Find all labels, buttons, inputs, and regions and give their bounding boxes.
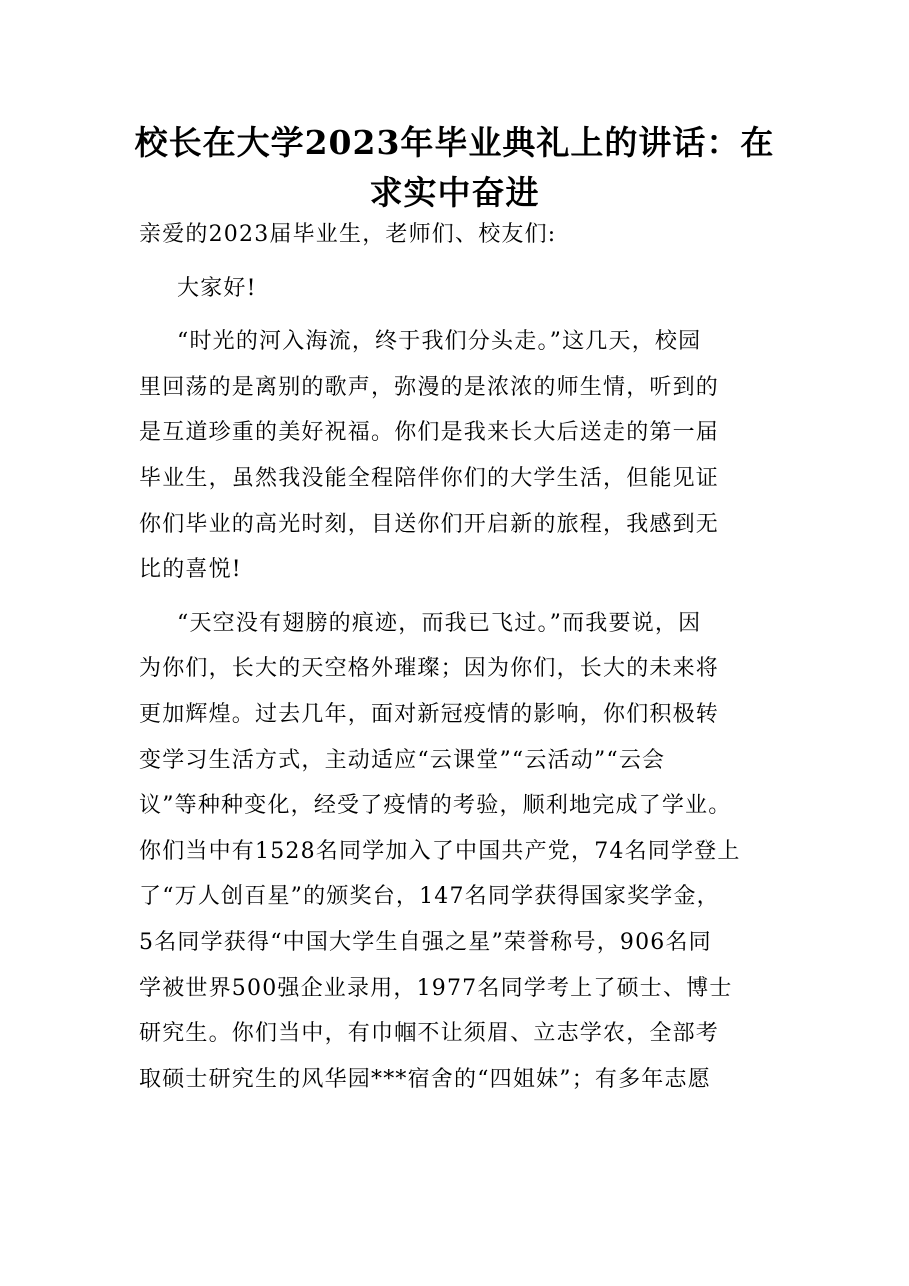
- paragraph-line: 议”等种种变化，经受了疫情的考验，顺利地完成了学业。: [139, 793, 732, 819]
- paragraph-line: 是互道珍重的美好祝福。你们是我来长大后送走的第一届: [139, 420, 720, 446]
- salutation: 亲爱的2023届毕业生，老师们、校友们:: [139, 222, 557, 247]
- title-line: 校长在大学2023年毕业典礼上的讲话：在: [134, 123, 775, 162]
- paragraph-line: 更加辉煌。过去几年，面对新冠疫情的影响，你们积极转: [139, 701, 720, 727]
- paragraph-line: “时光的河入海流，终于我们分头走。”这几天，校园: [177, 329, 702, 355]
- paragraph-1: [139, 319, 769, 593]
- paragraph-line: 为你们，长大的天空格外璀璨；因为你们，长大的未来将: [139, 656, 720, 682]
- paragraph-line: “天空没有翅膀的痕迹，而我已飞过。”而我要说，因: [177, 610, 702, 636]
- paragraph-line: 你们当中有1528名同学加入了中国共产党，74名同学登上: [139, 838, 741, 864]
- document-title: [120, 118, 789, 218]
- paragraph-line: 5名同学获得“中国大学生自强之星”荣誉称号，906名同: [139, 929, 712, 955]
- paragraph-2: [139, 601, 769, 1103]
- document-body: [139, 212, 769, 1102]
- paragraph-line: 毕业生，虽然我没能全程陪伴你们的大学生活，但能见证: [139, 465, 720, 491]
- paragraph-line: 学被世界500强企业录用，1977名同学考上了硕士、博士: [139, 975, 733, 1001]
- paragraph-line: 里回荡的是离别的歌声，弥漫的是浓浓的师生情，听到的: [139, 374, 720, 400]
- title-line: 求实中奋进: [369, 173, 540, 212]
- paragraph-line: 了“万人创百星”的颁奖台，147名同学获得国家奖学金，: [139, 884, 720, 910]
- paragraph-line: 比的喜悦!: [139, 557, 242, 583]
- paragraph-line: 取硕士研究生的风华园***宿舍的“四姐妹”；有多年志愿: [139, 1066, 711, 1092]
- paragraph-line: 研究生。你们当中，有巾帼不让须眉、立志学农，全部考: [139, 1021, 720, 1047]
- paragraph-line: 你们毕业的高光时刻，目送你们开启新的旅程，我感到无: [139, 511, 720, 537]
- greeting: 大家好!: [177, 275, 257, 301]
- paragraph-line: 变学习生活方式，主动适应“云课堂”“云活动”“云会: [139, 747, 666, 773]
